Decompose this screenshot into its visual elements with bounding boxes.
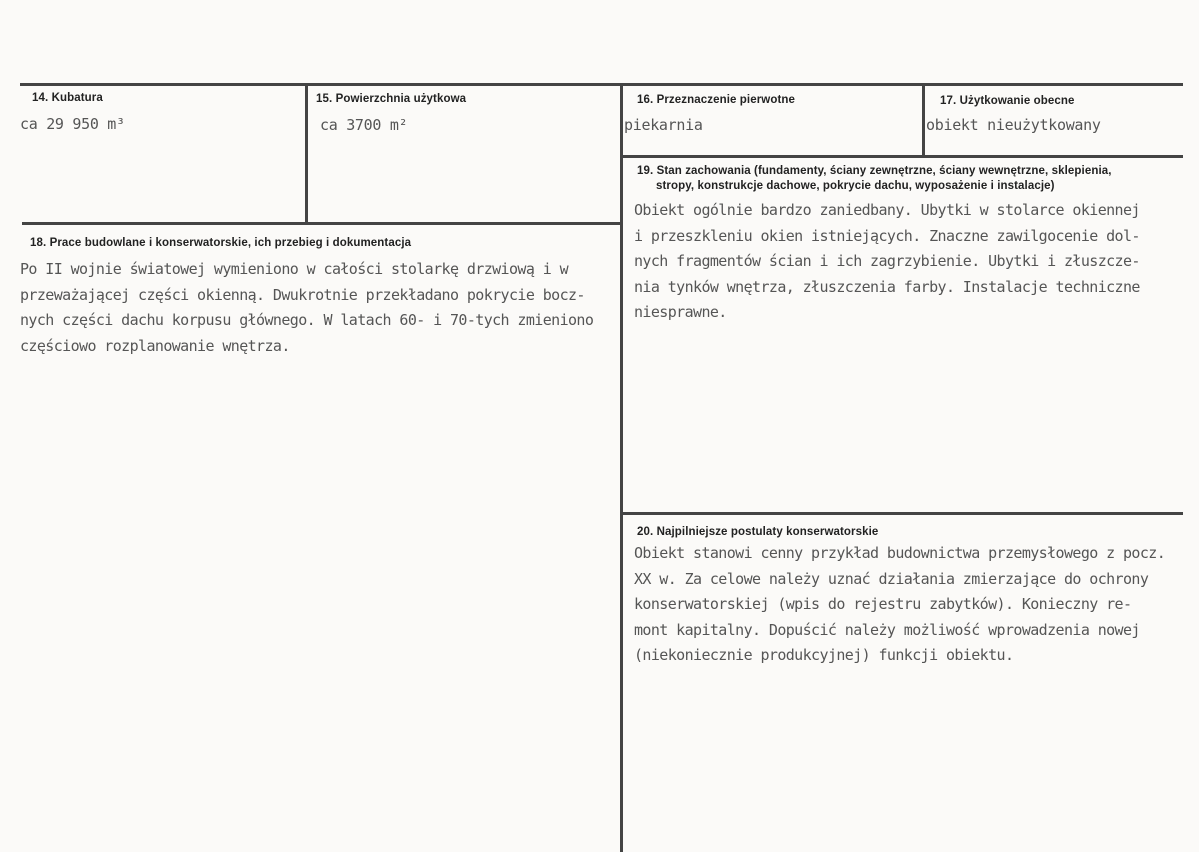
center-divider — [620, 85, 623, 852]
uzytkowanie-value: obiekt nieużytkowany — [926, 116, 1101, 134]
prace-line: Po II wojnie światowej wymieniono w całości stolarkę drzwiową i w — [20, 260, 569, 278]
przeznaczenie-label: 16. Przeznaczenie pierwotne — [637, 94, 796, 106]
divider-14-15 — [305, 85, 308, 225]
prace-text — [20, 257, 593, 359]
stan-label-line2: stropy, konstrukcje dachowe, pokrycie dachu, wyposażenie i instalacje) — [656, 180, 1055, 192]
prace-label: 18. Prace budowlane i konserwatorskie, ich przebieg i dokumentacja — [30, 237, 412, 249]
postulaty-line: XX w. Za celowe należy uznać działania zmierzające do ochrony — [634, 569, 1149, 588]
rule-under-16-17 — [622, 155, 1183, 158]
rule-under-14-15 — [22, 222, 622, 225]
postulaty-line: (niekoniecznie produkcyjnej) funkcji obiektu. — [634, 646, 1014, 664]
rule-above-20 — [622, 512, 1183, 515]
uzytkowanie-label: 17. Użytkowanie obecne — [940, 95, 1075, 107]
kubatura-label: 14. Kubatura — [32, 92, 103, 104]
stan-line: i przeszkleniu okien istniejących. Znaczne zawilgocenie dol- — [634, 226, 1140, 245]
stan-line: Obiekt ogólnie bardzo zaniedbany. Ubytki w stolarce okiennej — [634, 201, 1140, 219]
stan-label-line1: 19. Stan zachowania (fundamenty, ściany zewnętrzne, ściany wewnętrzne, sklepienia, — [637, 165, 1112, 177]
powierzchnia-label: 15. Powierzchnia użytkowa — [316, 93, 467, 105]
prace-line: przeważającej części okienną. Dwukrotnie przekładano pokrycie bocz- — [20, 285, 585, 304]
top-rule — [20, 83, 1183, 86]
stan-text — [634, 198, 1140, 326]
postulaty-line: Obiekt stanowi cenny przykład budownictwa przemysłowego z pocz. — [634, 544, 1166, 562]
stan-line: nia tynków wnętrza, złuszczenia farby. Instalacje techniczne — [634, 277, 1140, 296]
prace-line: częściowo rozplanowanie wnętrza. — [20, 336, 290, 355]
przeznaczenie-value: piekarnia — [624, 116, 703, 134]
prace-line: nych części dachu korpusu głównego. W latach 60- i 70-tych zmieniono — [20, 311, 594, 329]
powierzchnia-value: ca 3700 m² — [320, 116, 408, 134]
stan-line: niesprawne. — [634, 303, 727, 321]
postulaty-label: 20. Najpilniejsze postulaty konserwatorskie — [637, 526, 879, 538]
kubatura-value: ca 29 950 m³ — [20, 115, 125, 133]
divider-16-17 — [922, 85, 925, 157]
postulaty-text — [634, 541, 1165, 669]
stan-line: nych fragmentów ścian i ich zagrzybienie. Ubytki i złuszcze- — [634, 252, 1140, 270]
postulaty-line: konserwatorskiej (wpis do rejestru zabytków). Konieczny re- — [634, 595, 1132, 613]
postulaty-line: mont kapitalny. Dopuścić należy możliwość wprowadzenia nowej — [634, 620, 1140, 639]
